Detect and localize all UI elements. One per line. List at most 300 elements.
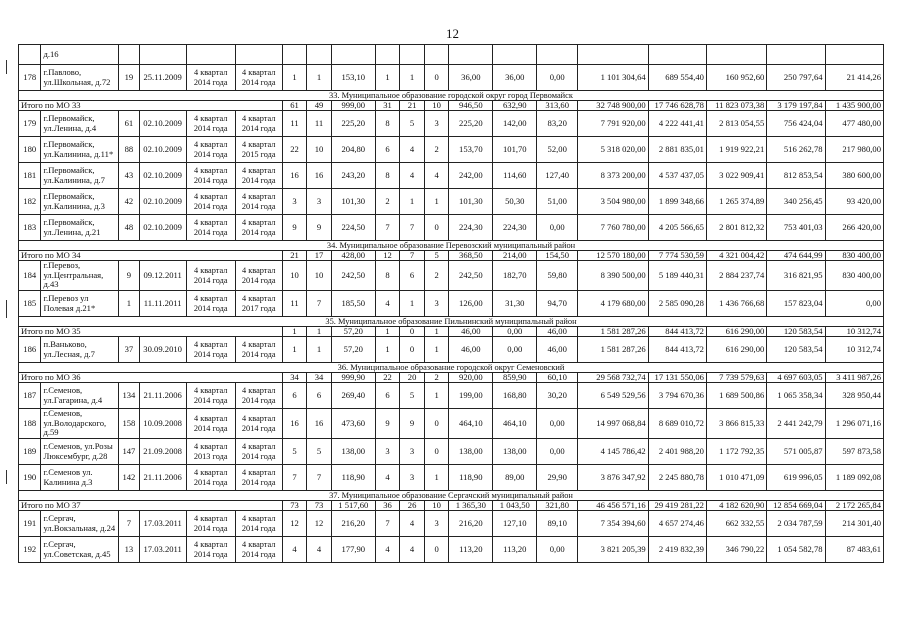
value-cell: 4 — [307, 537, 332, 563]
value-cell: 16 — [282, 409, 307, 439]
date-cell: 02.10.2009 — [139, 189, 186, 215]
value-cell: 859,90 — [493, 373, 537, 383]
total-row — [19, 251, 884, 261]
cost-cell: 120 583,54 — [767, 337, 825, 363]
completion-quarter-cell: 4 квартал 2014 года — [235, 439, 282, 465]
value-cell: 9 — [400, 409, 425, 439]
area-cell: 30,20 — [537, 383, 578, 409]
value-cell: 4 — [375, 537, 400, 563]
cost-cell: 616 290,00 — [706, 337, 766, 363]
area-cell: 50,30 — [493, 189, 537, 215]
section-title: 33. Муниципальное образование городской округ город Первомайск — [19, 91, 884, 101]
cost-cell: 346 790,22 — [706, 537, 766, 563]
cost-cell: 4 222 441,41 — [648, 111, 706, 137]
cost-cell: 4 205 566,65 — [648, 215, 706, 241]
cost-cell: 3 179 197,84 — [767, 101, 825, 111]
area-cell: 118,90 — [331, 465, 375, 491]
cost-cell: 1 919 922,21 — [706, 137, 766, 163]
area-cell: 57,20 — [331, 337, 375, 363]
cost-cell: 17 131 550,06 — [648, 373, 706, 383]
area-cell: 242,50 — [449, 261, 493, 291]
cost-cell: 3 022 909,41 — [706, 163, 766, 189]
value-cell: 1 — [307, 65, 332, 91]
value-cell: 0 — [424, 65, 449, 91]
value-cell: 2 — [424, 261, 449, 291]
value-cell: 428,00 — [331, 251, 375, 261]
value-cell: 2 — [375, 189, 400, 215]
value-cell: 16 — [282, 163, 307, 189]
cost-cell: 29 419 281,22 — [648, 501, 706, 511]
row-number: 189 — [19, 439, 41, 465]
value-cell: 7 — [375, 511, 400, 537]
area-cell: 138,00 — [331, 439, 375, 465]
cost-cell: 12 854 669,04 — [767, 501, 825, 511]
value-cell: 34 — [282, 373, 307, 383]
value-cell: 1 — [282, 65, 307, 91]
value-cell: 632,90 — [493, 101, 537, 111]
value-cell: 16 — [307, 409, 332, 439]
cost-cell: 830 400,00 — [825, 261, 883, 291]
cost-cell: 7 354 394,60 — [578, 511, 649, 537]
value-cell: 1 — [375, 65, 400, 91]
count-cell: 88 — [119, 137, 139, 163]
address-cell: г.Семенов, ул.Гагарина, д.4 — [41, 383, 119, 409]
cost-cell: 29 568 732,74 — [578, 373, 649, 383]
area-cell: 113,20 — [449, 537, 493, 563]
value-cell: 313,60 — [537, 101, 578, 111]
address-cell: г.Сергач, ул.Вокзальная, д.24 — [41, 511, 119, 537]
area-cell: 185,50 — [331, 291, 375, 317]
cost-cell: 4 182 620,90 — [706, 501, 766, 511]
area-cell: 269,40 — [331, 383, 375, 409]
housing-program-table — [18, 44, 884, 563]
cost-cell: 2 884 237,74 — [706, 261, 766, 291]
area-cell: 464,10 — [493, 409, 537, 439]
area-cell: 113,20 — [493, 537, 537, 563]
cost-cell: 474 644,99 — [767, 251, 825, 261]
area-cell: 177,90 — [331, 537, 375, 563]
date-cell: 25.11.2009 — [139, 65, 186, 91]
area-cell: 243,20 — [331, 163, 375, 189]
cost-cell: 3 504 980,00 — [578, 189, 649, 215]
cost-cell: 10 312,74 — [825, 327, 883, 337]
cost-cell: 250 797,64 — [767, 65, 825, 91]
table-row — [19, 45, 884, 65]
value-cell: 1 — [424, 465, 449, 491]
cost-cell: 4 321 004,42 — [706, 251, 766, 261]
value-cell: 4 — [282, 537, 307, 563]
area-cell: 0,00 — [493, 337, 537, 363]
area-cell: 224,30 — [449, 215, 493, 241]
table-row — [19, 65, 884, 91]
completion-quarter-cell: 4 квартал 2014 года — [235, 111, 282, 137]
table-body — [19, 45, 884, 563]
count-cell: 37 — [119, 337, 139, 363]
value-cell: 21 — [400, 101, 425, 111]
value-cell: 7 — [400, 215, 425, 241]
value-cell: 3 — [424, 111, 449, 137]
area-cell: 0,00 — [537, 409, 578, 439]
area-cell: 31,30 — [493, 291, 537, 317]
value-cell: 8 — [375, 111, 400, 137]
value-cell: 6 — [400, 261, 425, 291]
value-cell: 1 — [424, 337, 449, 363]
area-cell: 199,00 — [449, 383, 493, 409]
section-row — [19, 491, 884, 501]
address-cell: г.Сергач, ул.Советская, д.45 — [41, 537, 119, 563]
area-cell: 464,10 — [449, 409, 493, 439]
date-cell: 21.11.2006 — [139, 465, 186, 491]
date-cell: 02.10.2009 — [139, 137, 186, 163]
planned-quarter-cell: 4 квартал 2014 года — [186, 537, 235, 563]
value-cell: 6 — [375, 383, 400, 409]
date-cell: 11.11.2011 — [139, 291, 186, 317]
count-cell: 142 — [119, 465, 139, 491]
section-row — [19, 91, 884, 101]
date-cell: 02.10.2009 — [139, 111, 186, 137]
value-cell: 4 — [375, 465, 400, 491]
cost-cell: 1 436 766,68 — [706, 291, 766, 317]
count-cell: 61 — [119, 111, 139, 137]
planned-quarter-cell: 4 квартал 2014 года — [186, 261, 235, 291]
cost-cell: 7 739 579,63 — [706, 373, 766, 383]
value-cell: 57,20 — [331, 327, 375, 337]
cost-cell: 1 265 374,89 — [706, 189, 766, 215]
planned-quarter-cell: 4 квартал 2014 года — [186, 137, 235, 163]
value-cell: 46,00 — [449, 327, 493, 337]
area-cell: 89,00 — [493, 465, 537, 491]
cost-cell: 12 570 180,00 — [578, 251, 649, 261]
area-cell: 118,90 — [449, 465, 493, 491]
area-cell: 138,00 — [449, 439, 493, 465]
table-row — [19, 409, 884, 439]
value-cell: 1 — [375, 337, 400, 363]
value-cell: 321,80 — [537, 501, 578, 511]
row-number: 190 — [19, 465, 41, 491]
planned-quarter-cell: 4 квартал 2014 года — [186, 409, 235, 439]
value-cell: 4 — [400, 163, 425, 189]
cost-cell: 477 480,00 — [825, 111, 883, 137]
total-label: Итого по МО 37 — [19, 501, 283, 511]
row-number: 192 — [19, 537, 41, 563]
table-row — [19, 337, 884, 363]
cost-cell: 8 390 500,00 — [578, 261, 649, 291]
area-cell: 224,50 — [331, 215, 375, 241]
value-cell: 4 — [424, 163, 449, 189]
total-row — [19, 101, 884, 111]
cost-cell: 830 400,00 — [825, 251, 883, 261]
value-cell: 22 — [282, 137, 307, 163]
value-cell: 1 — [400, 291, 425, 317]
value-cell: 3 — [400, 465, 425, 491]
section-title: 35. Муниципальное образование Пильнинский муниципальный район — [19, 317, 884, 327]
cost-cell: 217 980,00 — [825, 137, 883, 163]
area-cell: 46,00 — [449, 337, 493, 363]
value-cell: 17 — [307, 251, 332, 261]
value-cell: 920,00 — [449, 373, 493, 383]
value-cell: 36 — [375, 501, 400, 511]
section-title: 34. Муниципальное образование Перевозский муниципальный район — [19, 241, 884, 251]
value-cell: 946,50 — [449, 101, 493, 111]
section-row — [19, 241, 884, 251]
value-cell: 154,50 — [537, 251, 578, 261]
value-cell: 7 — [307, 291, 332, 317]
cost-cell: 1 054 582,78 — [767, 537, 825, 563]
cost-cell: 6 549 529,56 — [578, 383, 649, 409]
completion-quarter-cell: 4 квартал 2014 года — [235, 465, 282, 491]
completion-quarter-cell: 4 квартал 2014 года — [235, 215, 282, 241]
cost-cell: 689 554,40 — [648, 65, 706, 91]
cost-cell: 1 581 287,26 — [578, 327, 649, 337]
cost-cell: 328 950,44 — [825, 383, 883, 409]
area-cell: 127,10 — [493, 511, 537, 537]
date-cell: 02.10.2009 — [139, 215, 186, 241]
area-cell: 0,00 — [537, 215, 578, 241]
table-row — [19, 261, 884, 291]
value-cell: 5 — [282, 439, 307, 465]
completion-quarter-cell: 4 квартал 2014 года — [235, 383, 282, 409]
value-cell: 46,00 — [537, 327, 578, 337]
table-row — [19, 537, 884, 563]
value-cell: 3 — [424, 291, 449, 317]
planned-quarter-cell: 4 квартал 2014 года — [186, 511, 235, 537]
cost-cell: 46 456 571,16 — [578, 501, 649, 511]
total-label: Итого по МО 36 — [19, 373, 283, 383]
area-cell: 153,10 — [331, 65, 375, 91]
value-cell: 10 — [424, 101, 449, 111]
cost-cell: 7 760 780,00 — [578, 215, 649, 241]
value-cell: 6 — [282, 383, 307, 409]
value-cell: 1 — [400, 65, 425, 91]
completion-quarter-cell: 4 квартал 2014 года — [235, 261, 282, 291]
cost-cell: 7 774 530,59 — [648, 251, 706, 261]
cost-cell: 0,00 — [825, 291, 883, 317]
date-cell: 02.10.2009 — [139, 163, 186, 189]
address-cell: г.Первомайск, ул.Ленина, д.4 — [41, 111, 119, 137]
count-cell: 147 — [119, 439, 139, 465]
cost-cell: 11 823 073,38 — [706, 101, 766, 111]
value-cell: 12 — [307, 511, 332, 537]
value-cell: 11 — [282, 291, 307, 317]
table-row — [19, 383, 884, 409]
completion-quarter-cell: 4 квартал 2014 года — [235, 537, 282, 563]
count-cell: 9 — [119, 261, 139, 291]
table-row — [19, 163, 884, 189]
cost-cell: 157 823,04 — [767, 291, 825, 317]
value-cell: 999,90 — [331, 373, 375, 383]
cost-cell: 87 483,61 — [825, 537, 883, 563]
cost-cell: 2 419 832,39 — [648, 537, 706, 563]
value-cell: 214,00 — [493, 251, 537, 261]
value-cell: 9 — [282, 215, 307, 241]
address-cell: г.Семенов ул. Калинина д.3 — [41, 465, 119, 491]
cost-cell: 316 821,95 — [767, 261, 825, 291]
value-cell: 4 — [400, 537, 425, 563]
date-cell: 10.09.2008 — [139, 409, 186, 439]
area-cell: 101,30 — [449, 189, 493, 215]
area-cell: 473,60 — [331, 409, 375, 439]
completion-quarter-cell: 4 квартал 2014 года — [235, 511, 282, 537]
table-row — [19, 291, 884, 317]
cost-cell: 1 296 071,16 — [825, 409, 883, 439]
cost-cell: 1 101 304,64 — [578, 65, 649, 91]
area-cell: 225,20 — [331, 111, 375, 137]
value-cell: 1 043,50 — [493, 501, 537, 511]
value-cell: 1 — [282, 327, 307, 337]
completion-quarter-cell: 4 квартал 2014 года — [235, 409, 282, 439]
value-cell: 2 — [424, 137, 449, 163]
planned-quarter-cell: 4 квартал 2014 года — [186, 465, 235, 491]
value-cell: 4 — [375, 291, 400, 317]
cost-cell: 2 813 054,55 — [706, 111, 766, 137]
value-cell: 7 — [375, 215, 400, 241]
cost-cell: 3 821 205,39 — [578, 537, 649, 563]
planned-quarter-cell: 4 квартал 2014 года — [186, 291, 235, 317]
cost-cell: 10 312,74 — [825, 337, 883, 363]
value-cell: 1 — [424, 189, 449, 215]
cost-cell: 17 746 628,78 — [648, 101, 706, 111]
cost-cell: 4 657 274,46 — [648, 511, 706, 537]
value-cell: 20 — [400, 373, 425, 383]
binding-mark — [6, 60, 7, 74]
value-cell: 5 — [424, 251, 449, 261]
cost-cell: 4 697 603,05 — [767, 373, 825, 383]
value-cell: 31 — [375, 101, 400, 111]
address-cell: г.Первомайск, ул.Ленина, д.21 — [41, 215, 119, 241]
value-cell: 10 — [424, 501, 449, 511]
cost-cell: 1 581 287,26 — [578, 337, 649, 363]
cost-cell: 2 881 835,01 — [648, 137, 706, 163]
value-cell: 12 — [375, 251, 400, 261]
binding-mark — [6, 300, 7, 318]
table-row — [19, 439, 884, 465]
value-cell: 0 — [424, 409, 449, 439]
count-cell: 158 — [119, 409, 139, 439]
row-number: 180 — [19, 137, 41, 163]
date-cell: 09.12.2011 — [139, 261, 186, 291]
value-cell: 7 — [400, 251, 425, 261]
area-cell: 242,00 — [449, 163, 493, 189]
address-cell: г.Семенов, ул.Володарского, д.59 — [41, 409, 119, 439]
count-cell: 134 — [119, 383, 139, 409]
area-cell: 51,00 — [537, 189, 578, 215]
cost-cell: 3 866 815,33 — [706, 409, 766, 439]
area-cell: 127,40 — [537, 163, 578, 189]
address-cell: г.Первомайск, ул.Калинина, д.7 — [41, 163, 119, 189]
count-cell: 7 — [119, 511, 139, 537]
value-cell: 1 365,30 — [449, 501, 493, 511]
total-label: Итого по МО 33 — [19, 101, 283, 111]
area-cell: 216,20 — [331, 511, 375, 537]
area-cell: 216,20 — [449, 511, 493, 537]
cost-cell: 2 441 242,79 — [767, 409, 825, 439]
cost-cell: 3 876 347,92 — [578, 465, 649, 491]
cost-cell: 1 899 348,66 — [648, 189, 706, 215]
cost-cell: 1 689 500,86 — [706, 383, 766, 409]
value-cell: 3 — [375, 439, 400, 465]
value-cell: 3 — [400, 439, 425, 465]
value-cell: 7 — [282, 465, 307, 491]
value-cell: 0 — [424, 215, 449, 241]
value-cell: 1 — [424, 327, 449, 337]
address-cell: д.16 — [41, 45, 119, 65]
cost-cell: 2 034 787,59 — [767, 511, 825, 537]
area-cell: 225,20 — [449, 111, 493, 137]
row-number: 181 — [19, 163, 41, 189]
cost-cell: 2 172 265,84 — [825, 501, 883, 511]
section-row — [19, 363, 884, 373]
cost-cell: 2 401 988,20 — [648, 439, 706, 465]
cost-cell: 844 413,72 — [648, 327, 706, 337]
value-cell: 73 — [282, 501, 307, 511]
page-number: 12 — [446, 26, 459, 41]
cost-cell: 93 420,00 — [825, 189, 883, 215]
row-number: 184 — [19, 261, 41, 291]
cost-cell: 1 435 900,00 — [825, 101, 883, 111]
area-cell: 153,70 — [449, 137, 493, 163]
value-cell: 4 — [400, 511, 425, 537]
total-row — [19, 373, 884, 383]
cost-cell: 8 689 010,72 — [648, 409, 706, 439]
value-cell: 5 — [307, 439, 332, 465]
value-cell: 1 517,60 — [331, 501, 375, 511]
value-cell: 4 — [400, 137, 425, 163]
cost-cell: 1 010 471,09 — [706, 465, 766, 491]
total-row — [19, 327, 884, 337]
value-cell: 3 — [282, 189, 307, 215]
value-cell: 22 — [375, 373, 400, 383]
cost-cell: 662 332,55 — [706, 511, 766, 537]
row-number: 179 — [19, 111, 41, 137]
cost-cell: 812 853,54 — [767, 163, 825, 189]
total-row — [19, 501, 884, 511]
value-cell: 6 — [307, 383, 332, 409]
cost-cell: 340 256,45 — [767, 189, 825, 215]
count-cell: 42 — [119, 189, 139, 215]
cost-cell: 380 600,00 — [825, 163, 883, 189]
cost-cell: 616 290,00 — [706, 327, 766, 337]
completion-quarter-cell: 4 квартал 2014 года — [235, 163, 282, 189]
area-cell: 101,70 — [493, 137, 537, 163]
address-cell: г.Семенов, ул.Розы Люксембург, д.28 — [41, 439, 119, 465]
area-cell: 83,20 — [537, 111, 578, 137]
table-row — [19, 511, 884, 537]
row-number: 188 — [19, 409, 41, 439]
date-cell: 21.11.2006 — [139, 383, 186, 409]
address-cell: г.Перевоз ул Полевая д.21* — [41, 291, 119, 317]
value-cell: 1 — [307, 337, 332, 363]
area-cell: 138,00 — [493, 439, 537, 465]
value-cell: 368,50 — [449, 251, 493, 261]
cost-cell: 21 414,26 — [825, 65, 883, 91]
planned-quarter-cell: 4 квартал 2014 года — [186, 383, 235, 409]
area-cell: 36,00 — [449, 65, 493, 91]
cost-cell: 14 997 068,84 — [578, 409, 649, 439]
area-cell: 94,70 — [537, 291, 578, 317]
value-cell: 34 — [307, 373, 332, 383]
value-cell: 5 — [400, 111, 425, 137]
cost-cell: 844 413,72 — [648, 337, 706, 363]
area-cell: 101,30 — [331, 189, 375, 215]
value-cell: 2 — [424, 373, 449, 383]
address-cell: г.Первомайск, ул.Калинина, д.3 — [41, 189, 119, 215]
value-cell: 61 — [282, 101, 307, 111]
cost-cell: 4 537 437,05 — [648, 163, 706, 189]
area-cell: 0,00 — [537, 65, 578, 91]
value-cell: 10 — [282, 261, 307, 291]
area-cell: 0,00 — [537, 537, 578, 563]
row-number: 182 — [19, 189, 41, 215]
